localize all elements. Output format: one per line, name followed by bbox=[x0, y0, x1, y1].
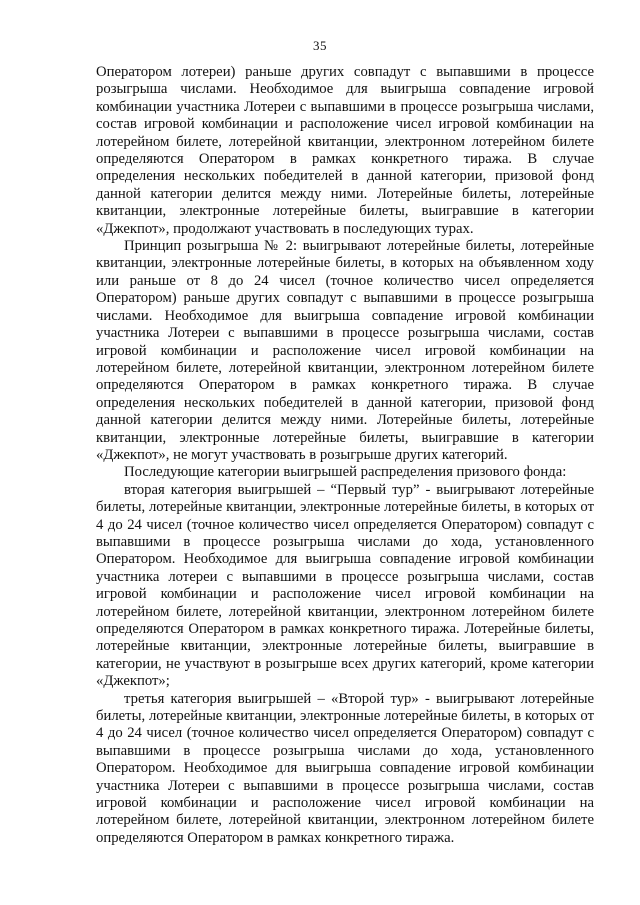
paragraph: Принцип розыгрыша № 2: выигрывают лотерейные билеты, лотерейные квитанции, электронные лотерейные билеты, в которых на объявленном ходу или раньше от 8 до 24 чисел (точное количество чисел определяется Оператором) раньше других совпадут с выпавшими в процессе розыгрыша числами. Необходимое для выигрыша совпадение игровой комбинации участника Лотереи с выпавшими в процессе розыгрыша числами, состав игровой комбинации и расположение чисел игровой комбинации на лотерейном билете, лотерейной квитанции, электронном лотерейном билете определяются Оператором в рамках конкретного тиража. В случае определения нескольких победителей в данной категории, призовой фонд данной категории делится между ними. Лотерейные билеты, лотерейные квитанции, электронные лотерейные билеты, выигравшие в категории «Джекпот», не могут участвовать в розыгрыше других категорий. bbox=[96, 238, 594, 463]
document-body bbox=[96, 64, 594, 847]
paragraph: Оператором лотереи) раньше других совпадут с выпавшими в процессе розыгрыша числами. Необходимое для выигрыша совпадение игровой комбинации участника Лотереи с выпавшими в процессе розыгрыша числами, состав игровой комбинации и расположение чисел игровой комбинации на лотерейном билете, лотерейной квитанции, электронном лотерейном билете определяются Оператором в рамках конкретного тиража. В случае определения нескольких победителей в данной категории, призовой фонд данной категории делится между ними. Лотерейные билеты, лотерейные квитанции, электронные лотерейные билеты, выигравшие в категории «Джекпот», продолжают участвовать в последующих турах. bbox=[96, 64, 594, 237]
page-number: 35 bbox=[313, 38, 327, 53]
paragraph: вторая категория выигрышей – “Первый тур” - выигрывают лотерейные билеты, лотерейные квитанции, электронные лотерейные билеты, в которых от 4 до 24 чисел (точное количество чисел определяется Оператором) совпадут с выпавшими в процессе розыгрыша числами до хода, установленного Оператором. Необходимое для выигрыша совпадение игровой комбинации участника лотереи с выпавшими в процессе розыгрыша числами, состав игровой комбинации и расположение чисел игровой комбинации на лотерейном билете, лотерейной квитанции, электронном лотерейном билете определяются Оператором в рамках конкретного тиража. Лотерейные билеты, лотерейные квитанции, электронные лотерейные билеты, выигравшие в категории, не участвуют в розыгрыше всех других категорий, кроме категории «Джекпот»; bbox=[96, 481, 594, 690]
paragraph: Последующие категории выигрышей распределения призового фонда: bbox=[124, 464, 567, 481]
paragraph: третья категория выигрышей – «Второй тур» - выигрывают лотерейные билеты, лотерейные квитанции, электронные лотерейные билеты, в которых от 4 до 24 чисел (точное количество чисел определяется Оператором) совпадут с выпавшими в процессе розыгрыша числами до хода, установленного Оператором. Необходимое для выигрыша совпадение игровой комбинации участника Лотереи с выпавшими в процессе розыгрыша числами, состав игровой комбинации и расположение чисел игровой комбинации на лотерейном билете, лотерейной квитанции, электронном лотерейном билете определяются Оператором в рамках конкретного тиража. bbox=[96, 690, 594, 846]
